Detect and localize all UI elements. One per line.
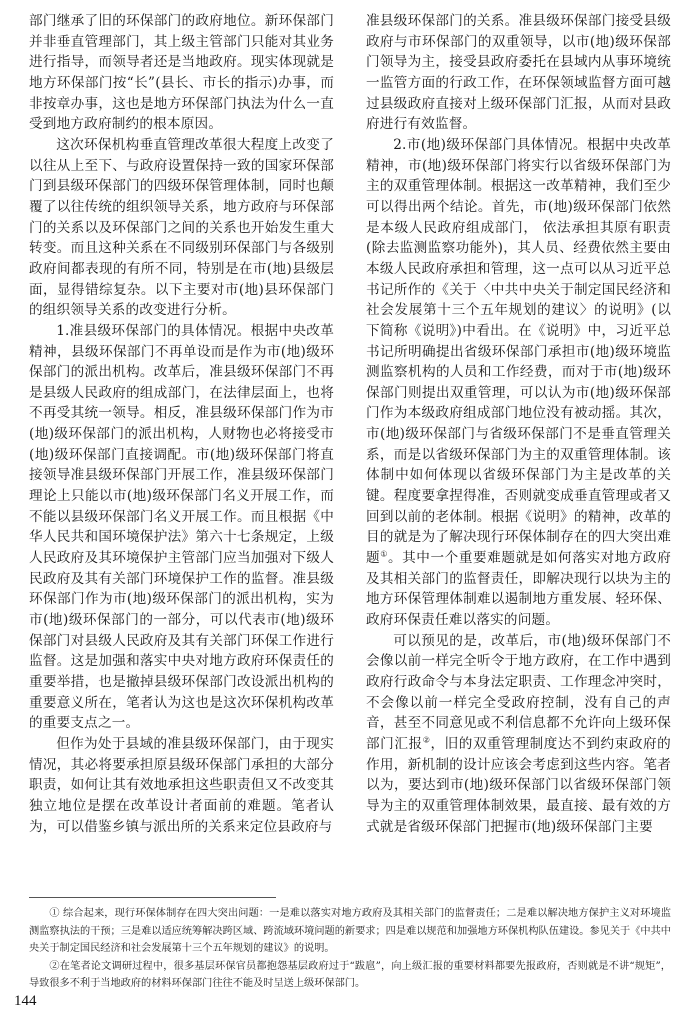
paragraph-text: ，旧的双重管理制度达不到约束政府的作用，新机制的设计应该会考虑到这些内容。笔者以为，要达到市(地)级环保部门以省级环保部门领导为主的双重管理体制效果，最直接、最有效的方式就是省级环保部门把握市(地)级环保部门主要 (366, 735, 671, 835)
paragraph: 准县级环保部门的关系。准县级环保部门接受县级政府与市环保部门的双重领导，以市(地)级环保部门领导为主，接受县政府委托在县域内从事环境统一监管方面的行政工作，在环保领域监督方面可越过县级政府直接对上级环保部门汇报，从而对县政府进行有效监督。 (366, 13, 671, 133)
paragraph-text: 。其中一个重要难题就是如何落实对地方政府及其相关部门的监督责任，即解决现行以块为主的地方环保管理体制难以遏制地方重发展、轻环保、政府环保责任难以落实的问题。 (366, 550, 672, 629)
paragraph: 但作为处于县域的准县级环保部门，由于现实情况，其必将要承担原县级环保部门承担的大部分职责，如何让其有效地承担这些职责但又不改变其独立地位是摆在改革设计者面前的难题。笔者认为，可以借鉴乡镇与派出所的关系来定位县政府与 (29, 735, 334, 835)
paragraph: 这次环保机构垂直管理改革很大程度上改变了以往从上至下、与政府设置保持一致的国家环保部门到县级环保部门的四级环保管理体制，同时也颠覆了以往传统的组织领导关系，地方政府与环保部门的关系以及环保部门之间的关系也开始发生重大转变。而且这种关系在不同级别环保部门与各级别政府间都表现的有所不同，特别是在市(地)县级层面，显得错综复杂。以下主要对市(地)县环保部门的组织领导关系的改变进行分析。 (29, 136, 334, 319)
paragraph: 1.准县级环保部门的具体情况。根据中央改革精神，县级环保部门不再单设而是作为市(地)级环保部门的派出机构。改革后，准县级环保部门不再是县级人民政府的组成部门，在法律层面上，也将不再受其统一领导。相反，准县级环保部门作为市(地)级环保部门的派出机构，人财物也必将接受市(地)级环保部门直接调配。市(地)级环保部门将直接领导准县级环保部门开展工作，准县级环保部门理论上只能以市(地)级环保部门名义开展工作，而不能以县级环保部门名义开展工作。而且根据《中华人民共和国环境保护法》第六十七条规定，上级人民政府及其环境保护主管部门应当加强对下级人民政府及其有关部门环境保护工作的监督。准县级环保部门作为市(地)级环保部门的派出机构，实为市(地)级环保部门的一部分，可以代表市(地)级环保部门对县级人民政府及其有关部门环保工作进行监督。这是加强和落实中央对地方政府环保责任的重要举措，也是撤掉县级环保部门改设派出机构的重要意义所在，笔者认为这也是这次环保机构改革的重要支点之一。 (29, 322, 334, 732)
footnote-divider (29, 897, 276, 898)
paragraph: 部门继承了旧的环保部门的政府地位。新环保部门并非垂直管理部门，其上级主管部门只能对其业务进行指导，而领导者还是当地政府。现实体现就是地方环保部门按“长”(县长、市长的指示)办事，而非按章办事，这也是地方环保部门执法为什么一直受到地方政府制约的根本原因。 (29, 13, 334, 133)
paragraph (366, 135, 671, 631)
paragraph (366, 631, 671, 838)
paragraph-text: 2.市(地)级环保部门具体情况。根据中央改革精神，市(地)级环保部门将实行以省级环保部门为主的双重管理体制。根据这一改革精神，我们至少可以得出两个结论。首先，市(地)级环保部门依然是本级人民政府组成部门， 依法承担其原有职责(除去监测监察功能外)，其人员、经费依然主要由本级人民政府承担和管理，这一点可以从习近平总书记所作的《关于〈中共中央关于制定国民经济和社会发展第十三个五年规划的建议〉的说明》(以下简称《说明》)中看出。在《说明》中，习近平总书记所明确提出省级环保部门承担市(地)级环境监测监察机构的人员和工作经费，而对于市(地)级环保部门则提出双重管理，可以认为市(地)级环保部门作为本级政府组成部门地位没有被动摇。其次，市(地)级环保部门与省级环保部门不是垂直管理关系，而是以省级环保部门为主的双重管理体制。该体制中如何体现以省级环保部门为主是改革的关键。程度要拿捏得准，否则就变成垂直管理或者又回到以前的老体制。根据《说明》的精神，改革的目的就是为了解决现行环保体制存在的四大突出难题 (366, 136, 671, 567)
footnote-ref-2[interactable]: ② (422, 735, 431, 745)
page-number: 144 (14, 993, 37, 1009)
paragraph-text: 可以预见的是，改革后，市(地)级环保部门不会像以前一样完全听令于地方政府，在工作中遇到政府行政命令与本身法定职责、工作理念冲突时，不会像以前一样完全受政府控制，没有自己的声音，甚至不同意见或不利信息都不允许向上级环保部门汇报 (366, 632, 671, 752)
footnote-2: ②在笔者论文调研过程中，很多基层环保官员都抱怨基层政府过于“跋扈”，向上级汇报的重要材料都要先报政府，否则就是不讲“规矩”，导致很多不利于当地政府的材料环保部门往往不能及时呈送上级环保部门。 (29, 960, 671, 990)
footnote-1: ① 综合起来，现行环保体制存在四大突出问题：一是难以落实对地方政府及其相关部门的监督责任；二是难以解决地方保护主义对环境监测监察执法的干预；三是难以适应统筹解决跨区域、跨流域环境问题的新要求；四是难以规范和加强地方环保机构队伍建设。参见关于《中共中央关于制定国民经济和社会发展第十三个五年规划的建议》的说明。 (29, 908, 671, 955)
right-column (366, 11, 671, 837)
left-column (29, 11, 334, 837)
footnote-ref-1[interactable]: ① (380, 549, 388, 559)
footnotes (29, 905, 671, 993)
